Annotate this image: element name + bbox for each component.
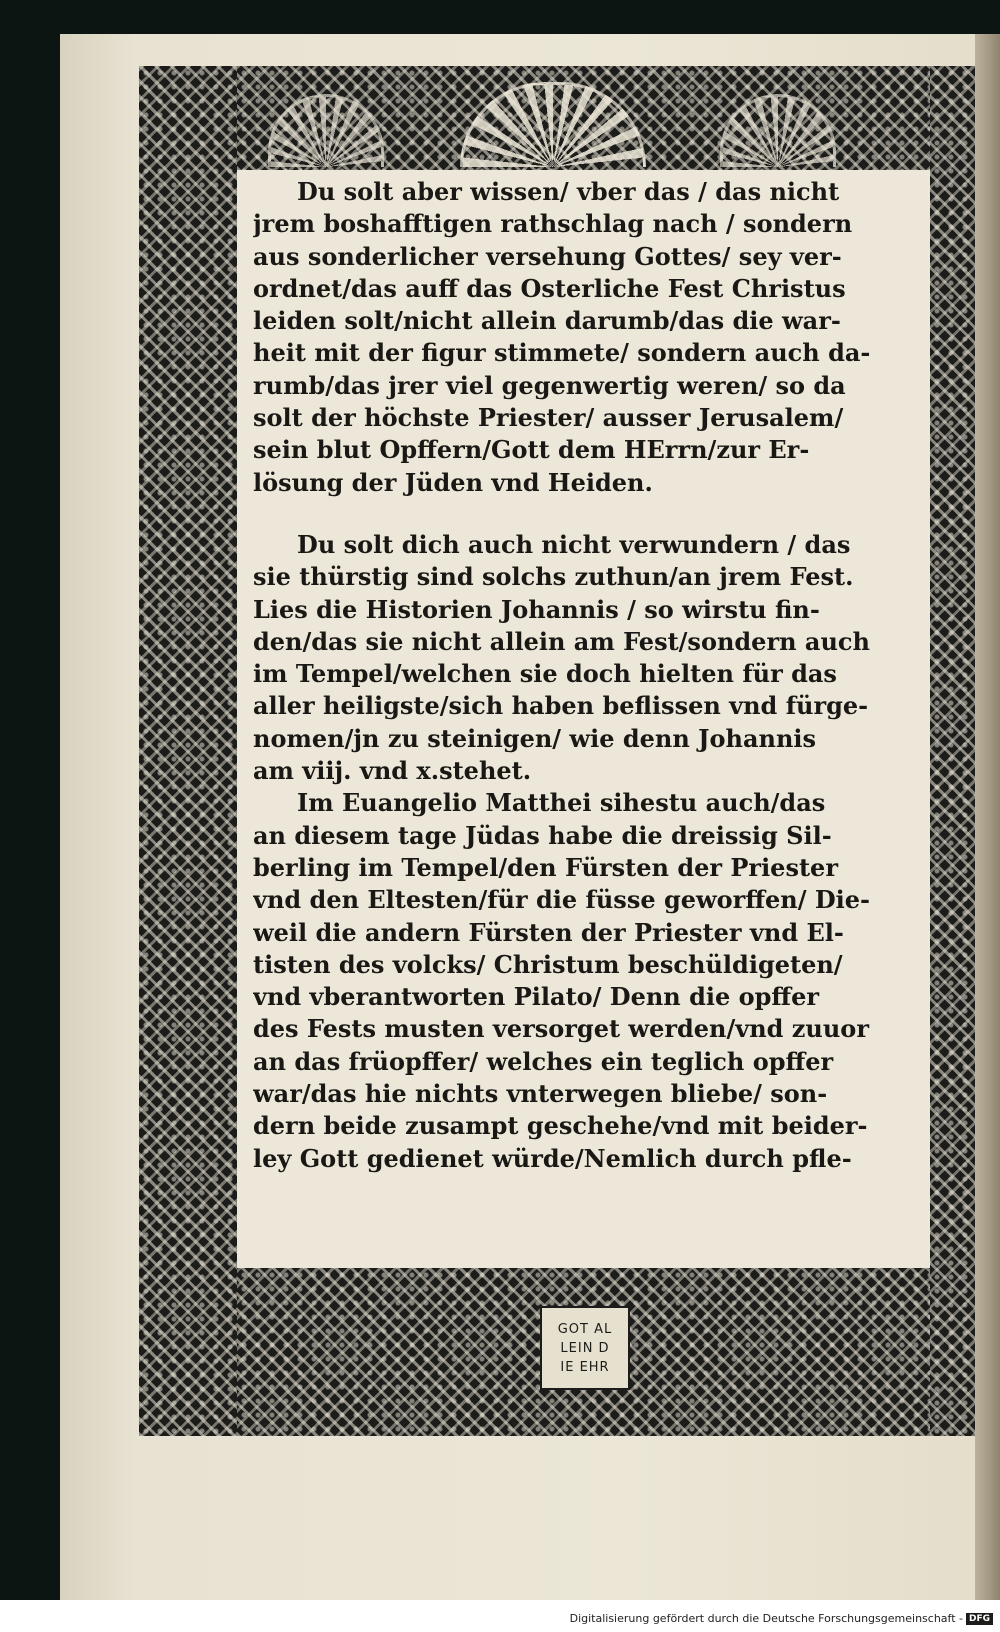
paragraph-1 bbox=[253, 176, 923, 499]
motto-cartouche bbox=[540, 1306, 630, 1390]
text-line: Lies die Historien Johannis / so wirstu fin- bbox=[253, 594, 820, 624]
text-line: dern beide zusampt geschehe/vnd mit beider- bbox=[253, 1111, 868, 1141]
motto-line: GOT AL bbox=[557, 1321, 613, 1337]
text-line: des Fests musten versorget werden/vnd zuuor bbox=[253, 1014, 869, 1044]
text-line: tisten des volcks/ Christum beschüldigeten/ bbox=[253, 949, 843, 979]
motto-line: IE EHR bbox=[560, 1359, 610, 1375]
text-line: im Tempel/welchen sie doch hielten für das bbox=[253, 659, 837, 689]
text-line: an diesem tage Jüdas habe die dreissig Sil- bbox=[253, 820, 832, 850]
text-line: aller heiligste/sich haben beflissen vnd fürge- bbox=[253, 691, 869, 721]
text-line: Du solt aber wissen/ vber das / das nicht bbox=[297, 177, 840, 206]
paragraph-2 bbox=[253, 529, 923, 787]
page-text bbox=[253, 176, 923, 1175]
text-line: aus sonderlicher versehung Gottes/ sey ver- bbox=[253, 241, 842, 271]
woodcut-border-left bbox=[139, 66, 237, 1436]
text-line: sie thürstig sind solchs zuthun/an jrem Fest. bbox=[253, 562, 854, 592]
paragraph-gap bbox=[253, 499, 923, 529]
text-line: rumb/das jrer viel gegenwertig weren/ so da bbox=[253, 370, 846, 400]
text-line: an das früopffer/ welches ein teglich opffer bbox=[253, 1046, 834, 1076]
text-line: nomen/jn zu steinigen/ wie denn Johannis bbox=[253, 723, 817, 753]
text-line: jrem boshafftigen rathschlag nach / sondern bbox=[253, 209, 853, 239]
text-line: vnd den Eltesten/für die füsse geworffen/ Die- bbox=[253, 885, 871, 915]
text-line: Im Euangelio Matthei sihestu auch/das bbox=[297, 788, 826, 818]
woodcut-border-right bbox=[930, 66, 975, 1436]
text-line: weil die andern Fürsten der Priester vnd El- bbox=[253, 917, 844, 947]
text-line: heit mit der figur stimmete/ sondern auch da- bbox=[253, 338, 871, 368]
text-line: am viij. vnd x.stehet. bbox=[253, 756, 532, 786]
text-line: lösung der Jüden vnd Heiden. bbox=[253, 467, 653, 497]
text-line: Du solt dich auch nicht verwundern / das bbox=[297, 529, 851, 559]
text-line: den/das sie nicht allein am Fest/sondern auch bbox=[253, 626, 870, 656]
paragraph-3 bbox=[253, 787, 923, 1175]
motto-line: LEIN D bbox=[560, 1340, 610, 1356]
digitization-footer bbox=[0, 1612, 993, 1625]
page-edge bbox=[975, 34, 1000, 1600]
footer-text: Digitalisierung gefördert durch die Deutsche Forschungsgemeinschaft - bbox=[569, 1612, 963, 1625]
text-line: vnd vberantworten Pilato/ Denn die opffer bbox=[253, 982, 820, 1012]
text-line: ordnet/das auff das Osterliche Fest Christus bbox=[253, 273, 846, 303]
dfg-logo: DFG bbox=[966, 1613, 993, 1625]
text-line: berling im Tempel/den Fürsten der Priester bbox=[253, 852, 838, 882]
text-line: solt der höchste Priester/ ausser Jerusalem/ bbox=[253, 403, 844, 433]
text-line: sein blut Opffern/Gott dem HErrn/zur Er- bbox=[253, 435, 810, 465]
text-line: leiden solt/nicht allein darumb/das die war- bbox=[253, 306, 841, 336]
text-line: war/das hie nichts vnterwegen bliebe/ son- bbox=[253, 1079, 828, 1109]
text-line: ley Gott gedienet würde/Nemlich durch pfle- bbox=[253, 1143, 852, 1173]
